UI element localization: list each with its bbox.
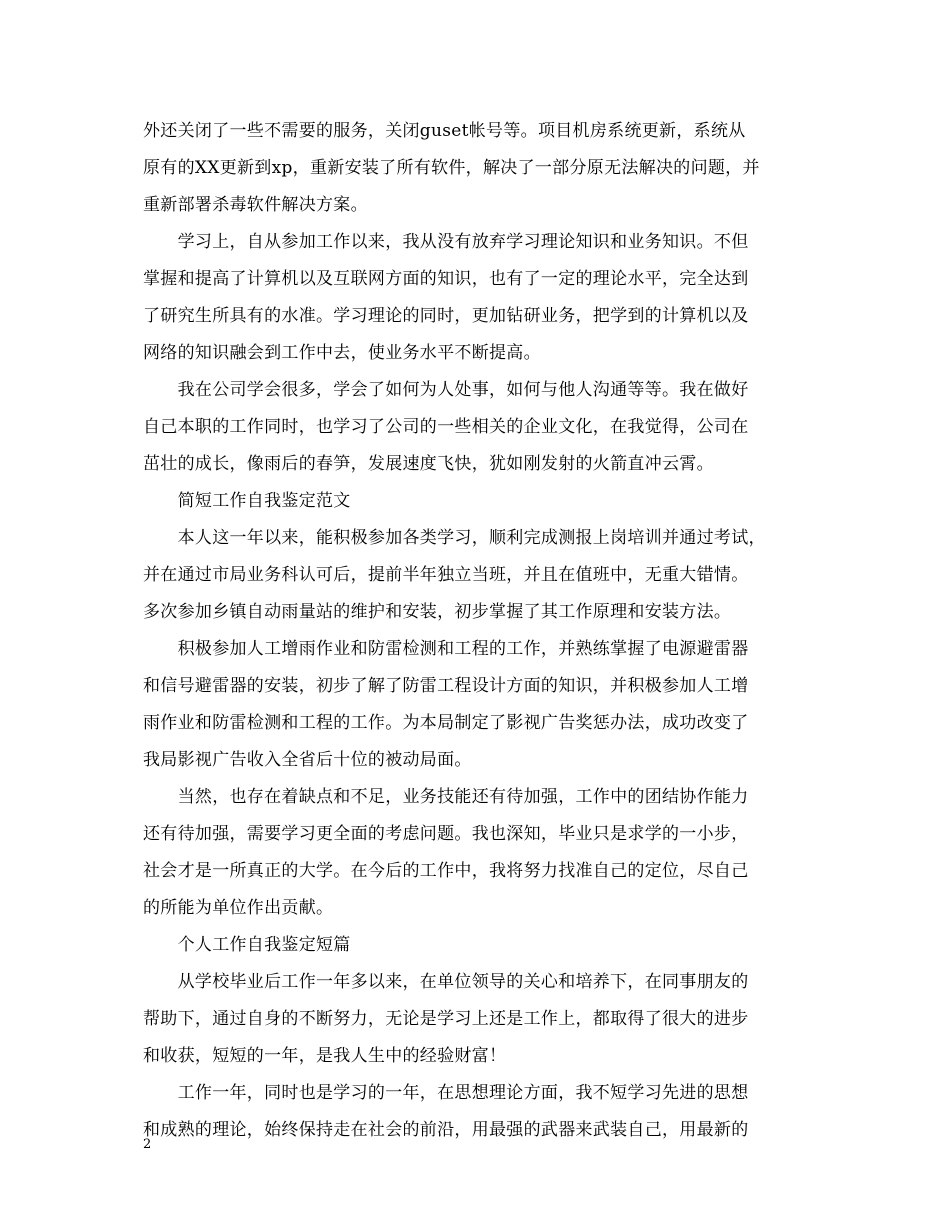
text-line: 多次参加乡镇自动雨量站的维护和安装，初步掌握了其工作原理和安装方法。 (143, 602, 732, 622)
text-line: 从学校毕业后工作一年多以来，在单位领导的关心和培养下，在同事朋友的 (143, 972, 749, 992)
text-line: 还有待加强，需要学习更全面的考虑问题。我也深知，毕业只是求学的一小步， (143, 824, 749, 844)
paragraph (143, 372, 823, 483)
paragraph (143, 631, 823, 779)
text-line: 和成熟的理论，始终保持走在社会的前沿，用最强的武器来武装自己，用最新的 (143, 1120, 749, 1140)
text-line: 帮助下，通过自身的不断努力，无论是学习上还是工作上，都取得了很大的进步 (143, 1009, 749, 1029)
text-line: 积极参加人工增雨作业和防雷检测和工程的工作，并熟练掌握了电源避雷器 (143, 639, 749, 659)
text-line: 和信号避雷器的安装，初步了解了防雷工程设计方面的知识，并积极参加人工增 (143, 676, 749, 696)
text-line: 的所能为单位作出贡献。 (143, 898, 334, 918)
text-line: 和收获，短短的一年，是我人生中的经验财富！ (143, 1046, 507, 1066)
text-line: 本人这一年以来，能积极参加各类学习，顺利完成测报上岗培训并通过考试， (143, 528, 766, 548)
text-line: 当然，也存在着缺点和不足，业务技能还有待加强，工作中的团结协作能力 (143, 787, 749, 807)
document-body (143, 113, 823, 1149)
paragraph (143, 1075, 823, 1149)
text-line: 原有的XX更新到xp，重新安装了所有软件，解决了一部分原无法解决的问题，并 (143, 158, 760, 178)
paragraph (143, 779, 823, 927)
heading-line: 个人工作自我鉴定短篇 (143, 935, 351, 955)
paragraph (143, 224, 823, 372)
text-line: 了研究生所具有的水准。学习理论的同时，更加钻研业务，把学到的计算机以及 (143, 306, 749, 326)
text-line: 雨作业和防雷检测和工程的工作。为本局制定了影视广告奖惩办法，成功改变了 (143, 713, 749, 733)
text-line: 学习上，自从参加工作以来，我从没有放弃学习理论知识和业务知识。不但 (143, 232, 749, 252)
paragraph (143, 113, 823, 224)
paragraph (143, 964, 823, 1075)
section-heading (143, 927, 823, 964)
section-heading (143, 483, 823, 520)
text-line: 重新部署杀毒软件解决方案。 (143, 195, 368, 215)
text-line: 我在公司学会很多，学会了如何为人处事，如何与他人沟通等等。我在做好 (143, 380, 749, 400)
text-line: 外还关闭了一些不需要的服务，关闭guset帐号等。项目机房系统更新，系统从 (143, 121, 746, 141)
text-line: 并在通过市局业务科认可后，提前半年独立当班，并且在值班中，无重大错情。 (143, 565, 749, 585)
text-line: 茁壮的成长，像雨后的春笋，发展速度飞快，犹如刚发射的火箭直冲云霄。 (143, 454, 714, 474)
paragraph (143, 520, 823, 631)
text-line: 网络的知识融会到工作中去，使业务水平不断提高。 (143, 343, 541, 363)
heading-line: 简短工作自我鉴定范文 (143, 491, 351, 511)
text-line: 自己本职的工作同时，也学习了公司的一些相关的企业文化，在我觉得，公司在 (143, 417, 749, 437)
page-number: 2 (143, 1137, 152, 1152)
text-line: 工作一年，同时也是学习的一年，在思想理论方面，我不短学习先进的思想 (143, 1083, 749, 1103)
text-line: 社会才是一所真正的大学。在今后的工作中，我将努力找准自己的定位，尽自己 (143, 861, 749, 881)
text-line: 我局影视广告收入全省后十位的被动局面。 (143, 750, 472, 770)
text-line: 掌握和提高了计算机以及互联网方面的知识，也有了一定的理论水平，完全达到 (143, 269, 749, 289)
